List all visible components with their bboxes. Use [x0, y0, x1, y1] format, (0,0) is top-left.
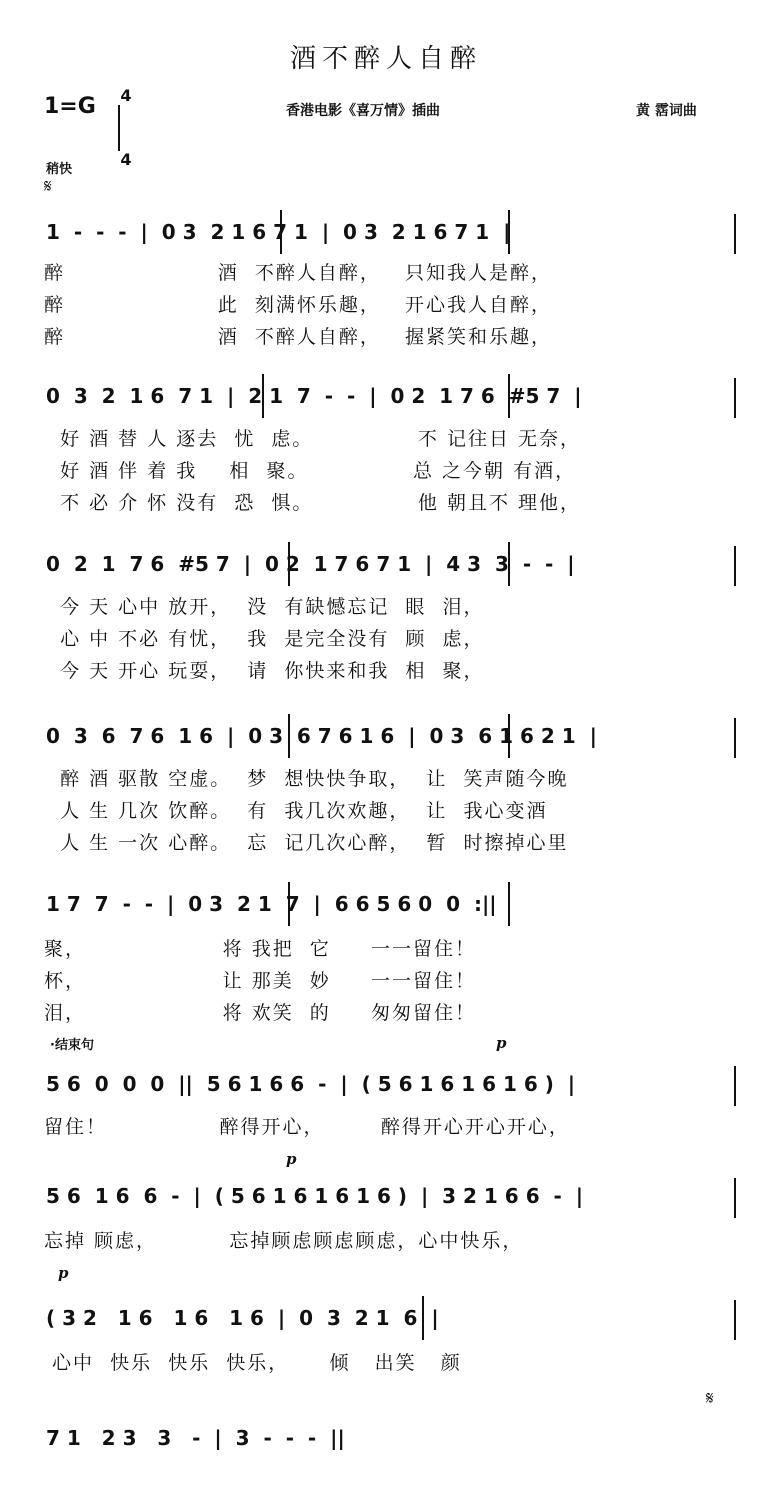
lyric-line: 泪， 将 欢笑 的 匆匆留住！: [44, 1002, 476, 1024]
lyric-line: 聚， 将 我把 它 一一留住！: [44, 938, 476, 960]
notes-line: ( 3 2 1 6 1 6 1 6 | 0 3 2 1 6 |: [46, 1306, 439, 1330]
notes-line: 0 2 1 7 6 #5 7 | 0 2 1 7 6 7 1 | 4 3 3 - - |: [46, 552, 575, 576]
key-signature: 1=G: [44, 94, 96, 119]
dynamic-mark: p: [286, 1150, 297, 1168]
segno-start: 𝄋: [44, 176, 52, 197]
credit: 黄 霑词曲: [636, 103, 697, 119]
lyric-line: 人 生 几次 饮醉。 有 我几次欢趣， 让 我心变酒: [44, 800, 548, 822]
dynamic-mark: p: [58, 1264, 69, 1282]
notes-line: 7 1 2 3 3 - | 3 - - - ||: [46, 1426, 345, 1450]
lyric-line: 留住！ 醉得开心， 醉得开心开心开心，: [44, 1116, 570, 1138]
system-7: [44, 1178, 736, 1218]
dynamic-mark: p: [496, 1034, 507, 1052]
system-6: [44, 1066, 736, 1106]
lyric-line: 心 中 不必 有忧， 我 是完全没有 顾 虑，: [44, 628, 485, 650]
system-5: [44, 886, 734, 926]
lyric-line: 醉 酒 不醉人自醉， 握紧笑和乐趣，: [44, 326, 552, 348]
notes-line: 1 7 7 - - | 0 3 2 1 7 | 6 6 5 6 0 0 :||: [46, 892, 497, 916]
notes-line: 5 6 0 0 0 || 5 6 1 6 6 - | ( 5 6 1 6 1 6 1 6 ) |: [46, 1072, 576, 1096]
system-4: [44, 718, 736, 758]
system-3: [44, 546, 736, 586]
segno-end: 𝄋: [706, 1388, 714, 1409]
notes-line: 5 6 1 6 6 - | ( 5 6 1 6 1 6 1 6 ) | 3 2 1 6 6 - |: [46, 1184, 584, 1208]
lyric-line: 醉 酒 驱散 空虚。 梦 想快快争取， 让 笑声随今晚: [44, 768, 569, 790]
tempo-mark: 稍快: [46, 162, 73, 177]
system-1: [44, 214, 736, 254]
lyric-line: 好 酒 伴 着 我 相 聚。 总 之今朝 有酒，: [44, 460, 577, 482]
lyric-line: 人 生 一次 心醉。 忘 记几次心醉， 暂 时擦掉心里: [44, 832, 569, 854]
lyric-line: 今 天 心中 放开， 没 有缺憾忘记 眼 泪，: [44, 596, 485, 618]
notes-line: 0 3 2 1 6 7 1 | 2 1 7 - - | 0 2 1 7 6 #5 7 |: [46, 384, 582, 408]
lyric-line: 不 必 介 怀 没有 恐 惧。 他 朝且不 理他，: [44, 492, 581, 514]
lyric-line: 醉 此 刻满怀乐趣， 开心我人自醉，: [44, 294, 552, 316]
lyric-line: 醉 酒 不醉人自醉， 只知我人是醉，: [44, 262, 552, 284]
ending-label: ·结束句: [50, 1038, 94, 1053]
notes-line: 0 3 6 7 6 1 6 | 0 3 6 7 6 1 6 | 0 3 6 1 6 2 1 |: [46, 724, 597, 748]
time-bottom: 4: [120, 150, 132, 169]
system-9: [44, 1420, 734, 1460]
lyric-line: 今 天 开心 玩耍， 请 你快来和我 相 聚，: [44, 660, 485, 682]
notes-line: 1 - - - | 0 3 2 1 6 7 1 | 0 3 2 1 6 7 1 |: [46, 220, 511, 244]
song-title: 酒不醉人自醉: [289, 44, 482, 74]
system-8: [44, 1300, 736, 1340]
lyric-line: 忘掉 顾虑， 忘掉顾虑顾虑顾虑，心中快乐，: [44, 1230, 524, 1252]
time-signature: [118, 88, 134, 168]
subtitle: 香港电影《喜万情》插曲: [286, 103, 440, 119]
lyric-line: 杯， 让 那美 妙 一一留住！: [44, 970, 476, 992]
system-2: [44, 378, 736, 418]
time-top: 4: [120, 86, 132, 105]
lyric-line: 好 酒 替 人 逐去 忧 虑。 不 记往日 无奈，: [44, 428, 581, 450]
lyric-line: 心中 快乐 快乐 快乐， 倾 出笑 颜: [44, 1352, 462, 1374]
